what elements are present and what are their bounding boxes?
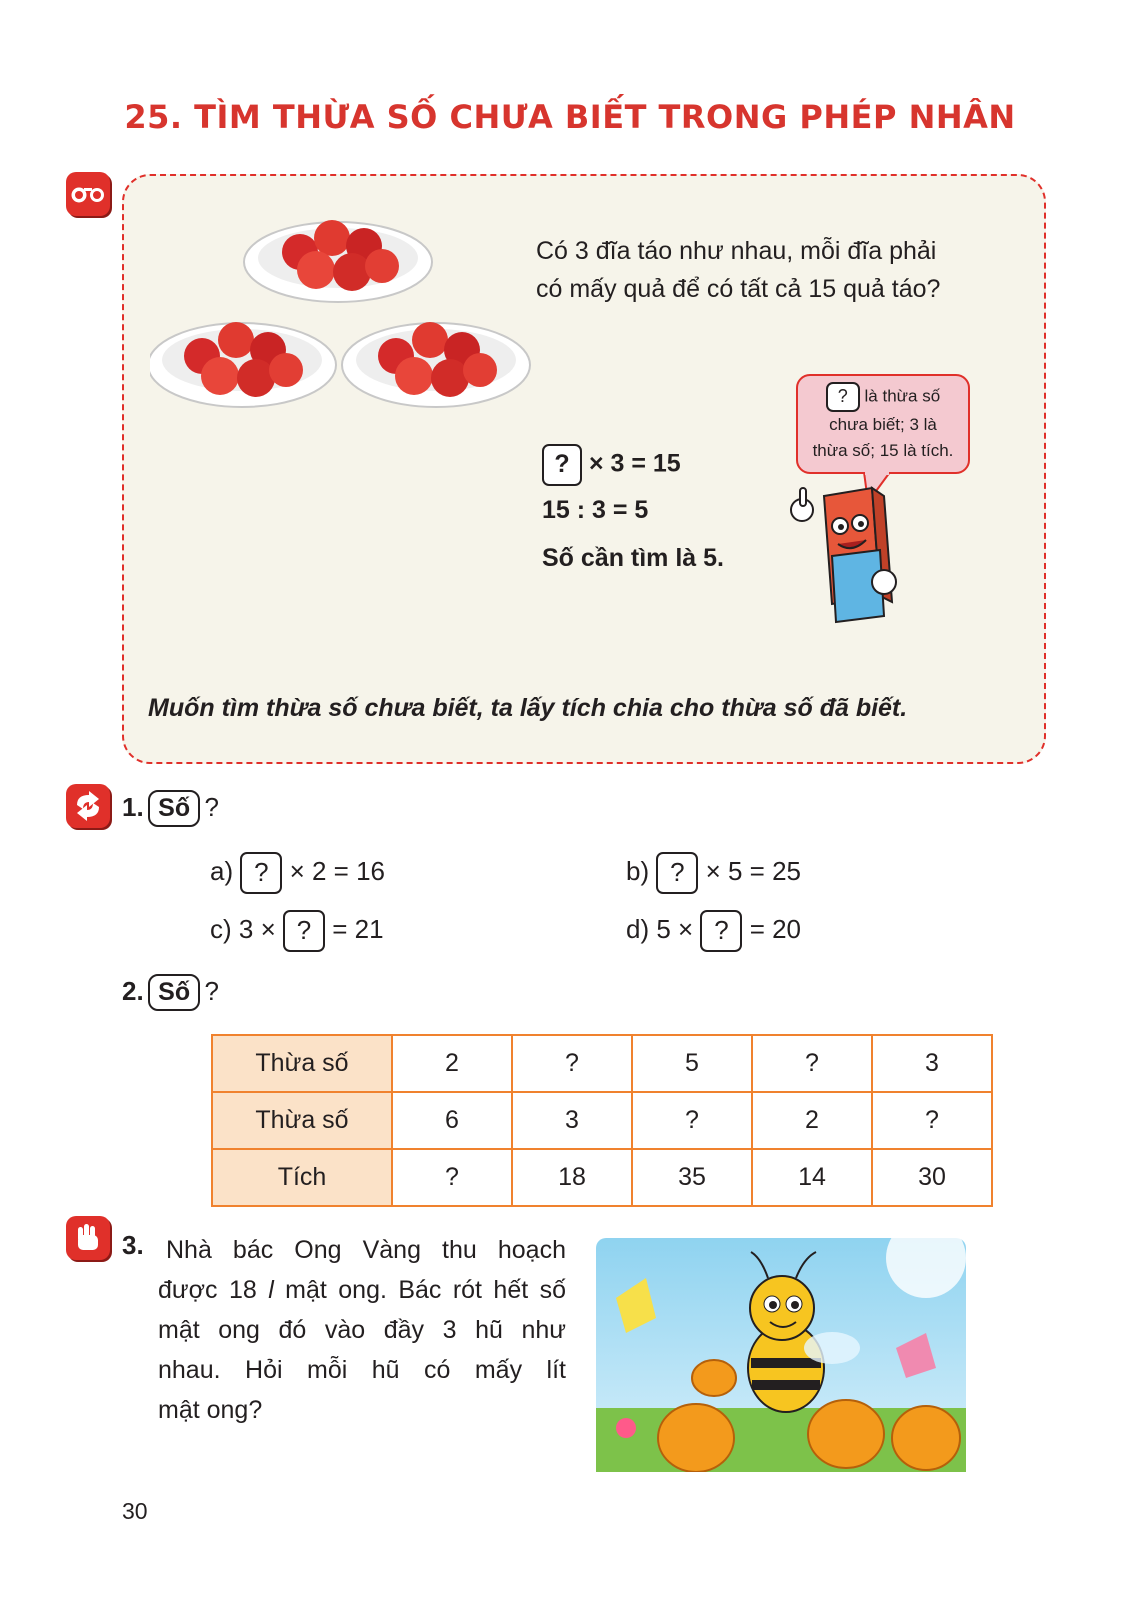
table-cell: 14 xyxy=(752,1149,872,1206)
table-row xyxy=(212,1092,992,1149)
question-mark: ? xyxy=(204,976,220,1006)
row-header: Tích xyxy=(212,1149,392,1206)
table-row xyxy=(212,1149,992,1206)
exercise-1-header xyxy=(122,790,219,827)
question-line: Có 3 đĩa táo như nhau, mỗi đĩa phải xyxy=(536,237,937,265)
bubble-text: là thừa số xyxy=(864,386,941,406)
table-cell: 3 xyxy=(872,1035,992,1092)
so-box: Số xyxy=(148,790,200,827)
table-cell: 18 xyxy=(512,1149,632,1206)
exercise-number: 2. xyxy=(122,976,144,1006)
text-segment: được 18 xyxy=(158,1276,257,1304)
plate-left xyxy=(150,322,336,407)
equation-line xyxy=(542,444,681,486)
table-cell: 5 xyxy=(632,1035,752,1092)
exercise-1a xyxy=(210,852,385,894)
answer-box[interactable]: ? xyxy=(240,852,282,894)
item-prefix: d) 5 × xyxy=(626,913,694,944)
eraser-character xyxy=(780,486,910,636)
raised-hand-icon xyxy=(66,1216,110,1260)
text-line: mật ong? xyxy=(158,1396,263,1424)
answer-box[interactable]: ? xyxy=(283,910,325,952)
exercise-number: 1. xyxy=(122,792,144,822)
table-cell: 6 xyxy=(392,1092,512,1149)
table-cell: 3 xyxy=(512,1092,632,1149)
exercise-number: 3. xyxy=(122,1230,144,1260)
item-prefix: a) xyxy=(210,855,234,886)
item-prefix: b) xyxy=(626,855,650,886)
answer-box[interactable]: ? xyxy=(656,852,698,894)
so-box: Số xyxy=(148,974,200,1011)
item-rest: = 20 xyxy=(749,913,802,944)
apple-plates-illustration xyxy=(150,200,540,420)
page-title: 25. TÌM THỪA SỐ CHƯA BIẾT TRONG PHÉP NHÂN xyxy=(124,98,1016,136)
table-cell: 2 xyxy=(392,1035,512,1092)
answer-box[interactable]: ? xyxy=(700,910,742,952)
table-cell[interactable]: ? xyxy=(512,1035,632,1092)
answer-line: Số cần tìm là 5. xyxy=(542,544,725,572)
unknown-box: ? xyxy=(826,382,860,412)
equation-text: × 3 = 15 xyxy=(588,449,681,478)
exercise-3-text xyxy=(158,1230,566,1430)
table-cell[interactable]: ? xyxy=(632,1092,752,1149)
table-cell: 35 xyxy=(632,1149,752,1206)
division-line: 15 : 3 = 5 xyxy=(542,496,649,524)
item-rest: = 21 xyxy=(332,913,384,944)
text-line: Nhà bác Ong Vàng thu hoạch xyxy=(166,1236,566,1264)
bubble-text: thừa số; 15 là tích. xyxy=(812,441,954,460)
glasses-icon xyxy=(66,172,110,216)
row-header: Thừa số xyxy=(212,1092,392,1149)
item-prefix: c) 3 × xyxy=(210,913,276,944)
table-cell: 2 xyxy=(752,1092,872,1149)
text-line: nhau. Hỏi mỗi hũ có mấy lít xyxy=(158,1356,566,1384)
table-cell: 30 xyxy=(872,1149,992,1206)
exercise-1d xyxy=(626,910,801,952)
question-line: có mấy quả để có tất cả 15 quả táo? xyxy=(536,275,941,303)
item-rest: × 5 = 25 xyxy=(705,855,802,886)
text-segment: mật ong. Bác rót hết số xyxy=(285,1276,566,1304)
text-line: mật ong đó vào đầy 3 hũ như xyxy=(158,1316,566,1344)
exercise-1c xyxy=(210,910,384,952)
table-cell[interactable]: ? xyxy=(872,1092,992,1149)
speech-bubble xyxy=(796,374,970,474)
row-header: Thừa số xyxy=(212,1035,392,1092)
unit-liter: l xyxy=(268,1276,274,1304)
page-number: 30 xyxy=(122,1498,148,1524)
question-mark: ? xyxy=(204,792,220,822)
item-rest: × 2 = 16 xyxy=(289,855,386,886)
table-cell[interactable]: ? xyxy=(392,1149,512,1206)
unknown-box: ? xyxy=(542,444,582,486)
exercise-2-header xyxy=(122,974,219,1011)
bubble-text: chưa biết; 3 là xyxy=(829,415,937,434)
exercise-1b xyxy=(626,852,801,894)
practice-arrows-icon xyxy=(66,784,110,828)
plate-right xyxy=(342,322,530,407)
multiplication-table xyxy=(211,1034,993,1207)
bee-honey-illustration xyxy=(596,1238,966,1472)
table-cell[interactable]: ? xyxy=(752,1035,872,1092)
plate-top xyxy=(244,220,432,302)
table-row xyxy=(212,1035,992,1092)
rule-text: Muốn tìm thừa số chưa biết, ta lấy tích chia cho thừa số đã biết. xyxy=(148,694,908,722)
text-line xyxy=(158,1270,566,1310)
intro-question xyxy=(536,232,1016,308)
